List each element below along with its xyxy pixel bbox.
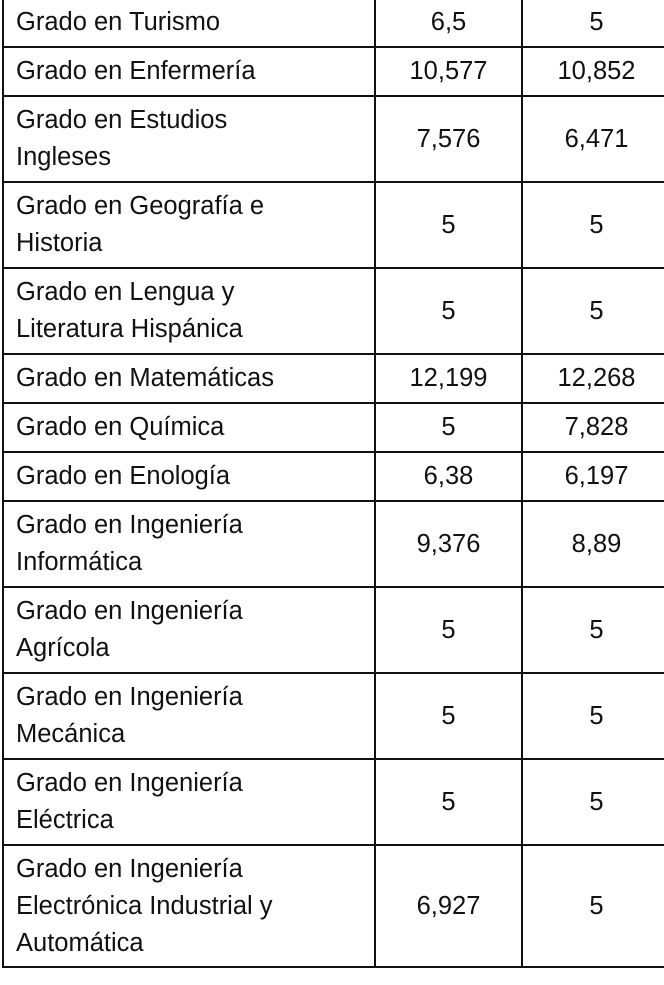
degrees-cutoff-table — [2, 0, 664, 968]
grade-cell-year-1: 5 — [375, 673, 522, 759]
degree-name-cell: Grado en Ingeniería Electrónica Industrial y Automática — [3, 845, 375, 967]
degree-name-cell: Grado en Enología — [3, 452, 375, 501]
table-row — [3, 0, 664, 47]
degree-name-cell: Grado en Turismo — [3, 0, 375, 47]
grade-cell-year-1: 5 — [375, 587, 522, 673]
degree-name-cell: Grado en Ingeniería Mecánica — [3, 673, 375, 759]
grade-cell-year-2: 5 — [522, 587, 664, 673]
table-row — [3, 403, 664, 452]
grade-cell-year-2: 8,89 — [522, 501, 664, 587]
degree-name-cell: Grado en Geografía e Historia — [3, 182, 375, 268]
table-row — [3, 759, 664, 845]
table-row — [3, 47, 664, 96]
degree-name-cell: Grado en Matemáticas — [3, 354, 375, 403]
grade-cell-year-2: 7,828 — [522, 403, 664, 452]
table-row — [3, 182, 664, 268]
table-row — [3, 96, 664, 182]
grade-cell-year-2: 5 — [522, 845, 664, 967]
grade-cell-year-2: 5 — [522, 673, 664, 759]
table-row — [3, 268, 664, 354]
degree-name-cell: Grado en Química — [3, 403, 375, 452]
table-row — [3, 501, 664, 587]
degree-name-cell: Grado en Ingeniería Agrícola — [3, 587, 375, 673]
grade-cell-year-2: 5 — [522, 759, 664, 845]
grade-cell-year-1: 6,5 — [375, 0, 522, 47]
degree-name-cell: Grado en Ingeniería Informática — [3, 501, 375, 587]
grade-cell-year-2: 6,197 — [522, 452, 664, 501]
grade-cell-year-2: 12,268 — [522, 354, 664, 403]
table-row — [3, 354, 664, 403]
grade-cell-year-1: 5 — [375, 759, 522, 845]
grade-cell-year-1: 5 — [375, 182, 522, 268]
grade-cell-year-2: 6,471 — [522, 96, 664, 182]
table-row — [3, 587, 664, 673]
grade-cell-year-2: 5 — [522, 0, 664, 47]
grade-cell-year-1: 5 — [375, 403, 522, 452]
grade-cell-year-2: 5 — [522, 268, 664, 354]
grade-cell-year-1: 6,38 — [375, 452, 522, 501]
grade-cell-year-1: 10,577 — [375, 47, 522, 96]
degree-name-cell: Grado en Estudios Ingleses — [3, 96, 375, 182]
grade-cell-year-1: 7,576 — [375, 96, 522, 182]
grade-cell-year-1: 6,927 — [375, 845, 522, 967]
grade-cell-year-1: 12,199 — [375, 354, 522, 403]
degree-name-cell: Grado en Enfermería — [3, 47, 375, 96]
grade-cell-year-2: 10,852 — [522, 47, 664, 96]
degree-name-cell: Grado en Lengua y Literatura Hispánica — [3, 268, 375, 354]
degree-name-cell: Grado en Ingeniería Eléctrica — [3, 759, 375, 845]
table-row — [3, 673, 664, 759]
grade-cell-year-1: 5 — [375, 268, 522, 354]
table-row — [3, 452, 664, 501]
grade-cell-year-1: 9,376 — [375, 501, 522, 587]
grade-cell-year-2: 5 — [522, 182, 664, 268]
table-row — [3, 845, 664, 967]
